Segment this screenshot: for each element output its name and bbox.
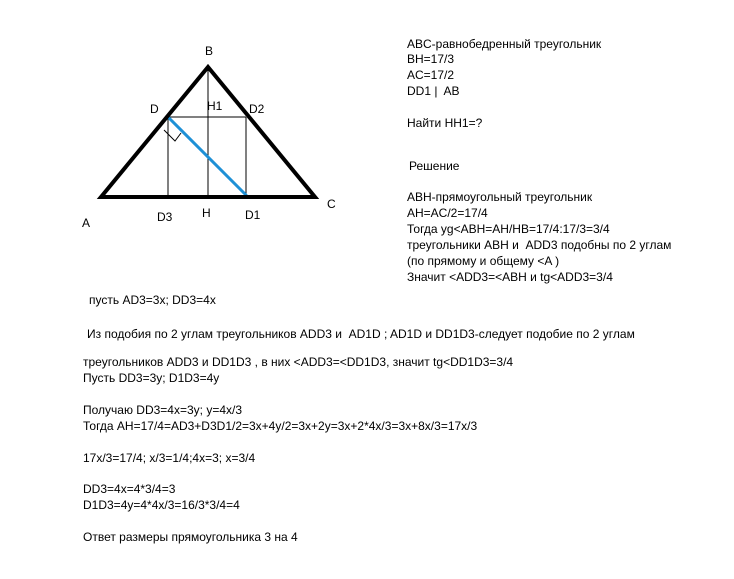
label-h: H bbox=[202, 206, 211, 220]
body-block1-line-2: Пусть DD3=3y; D1D3=4y bbox=[83, 371, 220, 385]
label-a: A bbox=[82, 216, 91, 230]
solution-line-5: (по прямому и общему <A ) bbox=[407, 254, 560, 268]
right-angle-mark bbox=[164, 130, 181, 141]
body-line-1: пусть AD3=3x; DD3=4x bbox=[89, 293, 216, 307]
body-line-2: Из подобия по 2 углам треугольников ADD3 и AD1D ; AD1D и DD1D3-следует подобие по 2 углам bbox=[87, 327, 635, 341]
solution-line-3: Тогда уg<ABH=AH/HB=17/4:17/3=3/4 bbox=[407, 222, 610, 236]
solution-line-1: ABH-прямоугольный треугольник bbox=[407, 190, 593, 204]
label-d3: D3 bbox=[157, 210, 173, 224]
label-c: C bbox=[327, 197, 336, 211]
given-line-1: ABC-равнобедренный треугольник bbox=[407, 37, 602, 51]
solution-heading: Решение bbox=[409, 159, 460, 173]
body-block1-line-1: треугольников ADD3 и DD1D3 , в них <ADD3=<DD1D3, значит tg<DD1D3=3/4 bbox=[83, 355, 514, 369]
body-line-3: 17x/3=17/4; x/3=1/4;4x=3; x=3/4 bbox=[83, 451, 256, 465]
given-find: Найти HH1=? bbox=[407, 116, 483, 130]
label-d1: D1 bbox=[245, 208, 261, 222]
given-line-2: BH=17/3 bbox=[407, 52, 455, 66]
solution-line-6: Значит <ADD3=<ABH и tg<ADD3=3/4 bbox=[407, 270, 613, 284]
label-d: D bbox=[150, 102, 159, 116]
body-block3-line-1: DD3=4x=4*3/4=3 bbox=[83, 482, 176, 496]
body-block2-line-2: Тогда AH=17/4=AD3+D3D1/2=3x+4y/2=3x+2y=3x+2*4x/3=3x+8x/3=17x/3 bbox=[83, 419, 478, 433]
label-h1: H1 bbox=[207, 99, 223, 113]
solution-line-2: AH=AC/2=17/4 bbox=[407, 206, 488, 220]
answer-line: Ответ размеры прямоугольника 3 на 4 bbox=[83, 530, 298, 544]
given-line-4: DD1 | AB bbox=[407, 84, 460, 98]
label-d2: D2 bbox=[249, 102, 265, 116]
body-block3-line-2: D1D3=4y=4*4x/3=16/3*3/4=4 bbox=[83, 498, 240, 512]
body-block2-line-1: Получаю DD3=4x=3y; y=4x/3 bbox=[83, 403, 243, 417]
label-b: B bbox=[205, 44, 214, 58]
segment-dd1 bbox=[168, 117, 246, 195]
solution-line-4: треугольники ABH и ADD3 подобны по 2 углам bbox=[407, 238, 672, 252]
given-line-3: AC=17/2 bbox=[407, 68, 455, 82]
